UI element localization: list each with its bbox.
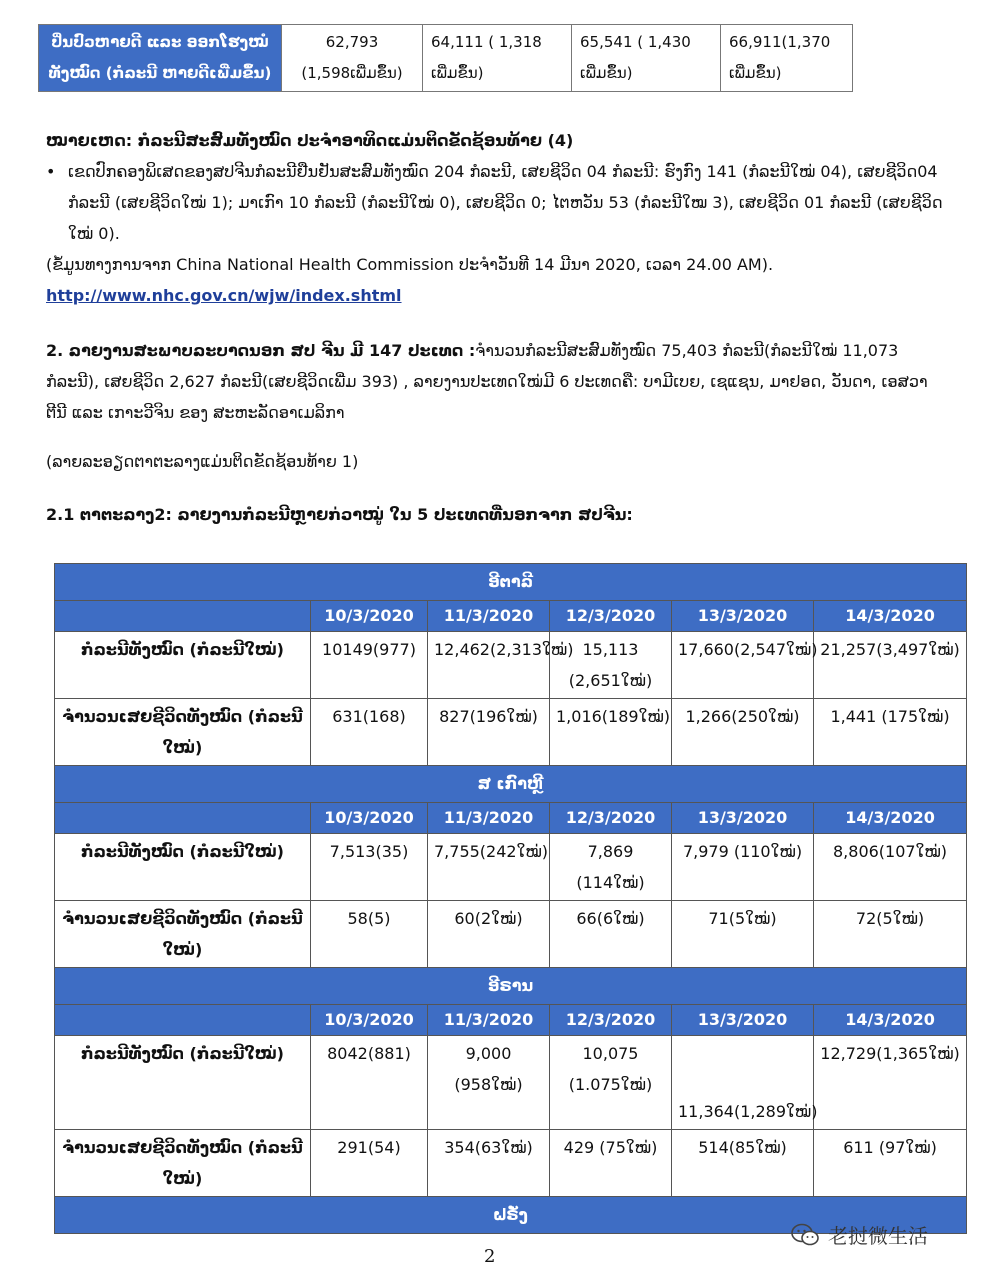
date-header-row (55, 803, 967, 834)
row-label: ກໍລະນີທັງໝົດ (ກໍລະນີໃໝ່) (55, 834, 311, 901)
country-header-row (55, 564, 967, 601)
date-header: 13/3/2020 (672, 1005, 814, 1036)
note-bullet-item (46, 156, 946, 249)
data-cell: 12,462(2,313ໃໝ່) (428, 632, 550, 699)
data-cell: 631(168) (311, 699, 428, 766)
data-cell: 10149(977) (311, 632, 428, 699)
row-label: ຈໍານວນເສຍຊີວິດທັງໝົດ (ກໍລະນີໃໝ່) (55, 1130, 311, 1197)
detail-note: (ລາຍລະອຽດຕາຕະລາງແມ່ນຕິດຂັດຊ້ອນທ້າຍ 1) (46, 452, 359, 471)
data-cell: 11,364(1,289ໃໝ່) (672, 1036, 814, 1130)
page-number: 2 (484, 1246, 496, 1267)
data-cell: 429 (75ໃໝ່) (550, 1130, 672, 1197)
watermark-text: 老挝微生活 (828, 1224, 928, 1248)
note-block (46, 125, 946, 311)
data-cell: 1,441 (175ໃໝ່) (814, 699, 967, 766)
date-header: 11/3/2020 (428, 1005, 550, 1036)
data-cell: 21,257(3,497ໃໝ່) (814, 632, 967, 699)
data-cell: 71(5ໃໝ່) (672, 901, 814, 968)
section-2-heading: 2. ລາຍງານສະພາບລະບາດນອກ ສປ ຈີນ ມີ 147 ປະເທດ : (46, 341, 476, 360)
wechat-icon (790, 1222, 820, 1248)
deaths-row (55, 901, 967, 968)
data-cell: 8,806(107ໃໝ່) (814, 834, 967, 901)
row-label: ກໍລະນີທັງໝົດ (ກໍລະນີໃໝ່) (55, 632, 311, 699)
date-header: 10/3/2020 (311, 803, 428, 834)
data-cell: 611 (97ໃໝ່) (814, 1130, 967, 1197)
note-title: ໝາຍເຫດ: ກໍລະນີສະສົມທັງໝົດ ປະຈໍາອາທິດແມ່ນຕິດຂັດຊ້ອນທ້າຍ (4) (46, 131, 574, 150)
country-name: ສ ເກົາຫຼີ (55, 766, 967, 803)
date-header: 14/3/2020 (814, 1005, 967, 1036)
watermark (790, 1220, 928, 1249)
data-cell: 66(6ໃໝ່) (550, 901, 672, 968)
deaths-row (55, 1130, 967, 1197)
deaths-row (55, 699, 967, 766)
recovered-cell: 66,911(1,370 ເພີ່ມຂຶ້ນ) (721, 25, 853, 92)
data-cell: 10,075 (1.075ໃໝ່) (550, 1036, 672, 1130)
data-cell: 354(63ໃໝ່) (428, 1130, 550, 1197)
recovered-cell: 65,541 ( 1,430 ເພີ່ມຂຶ້ນ) (572, 25, 721, 92)
cases-row (55, 1036, 967, 1130)
data-cell: 17,660(2,547ໃໝ່) (672, 632, 814, 699)
data-cell: 1,016(189ໃໝ່) (550, 699, 672, 766)
date-header: 12/3/2020 (550, 1005, 672, 1036)
date-header-row (55, 601, 967, 632)
country-name: ອີຣານ (55, 968, 967, 1005)
country-name: ອີຕາລີ (55, 564, 967, 601)
date-header-empty (55, 1005, 311, 1036)
recovered-summary-table (38, 24, 853, 92)
note-body: ເຂດປົກຄອງພິເສດຂອງສປຈີນກໍລະນີຢືນຢັນສະສົມທັງໝົດ 204 ກໍລະນີ, ເສຍຊີວິດ 04 ກໍລະນີ: ຮົງກົງ 141 (ກໍລະນີໃໝ່ 04), ເສຍຊີວິດ04 ກໍລະນີ (ເສຍຊີວິດໃໝ່ 1); ມາເກົາ 10 ກໍລະນີ (ກໍລະນີໃໝ່ 0), ເສຍຊີວິດ 0; ໄຕຫວັນ 53 (ກໍລະນີໃໝ 3), ເສຍຊີວິດ 01 ກໍລະນີ (ເສຍຊີວິດໃໝ່ 0). (68, 162, 943, 243)
date-header: 11/3/2020 (428, 803, 550, 834)
date-header: 13/3/2020 (672, 601, 814, 632)
data-cell: 60(2ໃໝ່) (428, 901, 550, 968)
date-header: 11/3/2020 (428, 601, 550, 632)
data-cell: 1,266(250ໃໝ່) (672, 699, 814, 766)
row-label: ກໍລະນີທັງໝົດ (ກໍລະນີໃໝ່) (55, 1036, 311, 1130)
date-header: 12/3/2020 (550, 803, 672, 834)
row-label: ຈໍານວນເສຍຊີວິດທັງໝົດ (ກໍລະນີໃໝ່) (55, 901, 311, 968)
data-cell: 827(196ໃໝ່) (428, 699, 550, 766)
country-name: ຝຣັ່ງ (55, 1197, 967, 1234)
date-header: 10/3/2020 (311, 1005, 428, 1036)
date-header-row (55, 1005, 967, 1036)
data-cell: 58(5) (311, 901, 428, 968)
date-header: 14/3/2020 (814, 601, 967, 632)
date-header: 14/3/2020 (814, 803, 967, 834)
date-header: 13/3/2020 (672, 803, 814, 834)
data-cell: 9,000 (958ໃໝ່) (428, 1036, 550, 1130)
section-2-body: ຈໍານວນກໍລະນີສະສົມທັງໝົດ 75,403 ກໍລະນີ(ກໍລະນີໃໝ່ 11,073 ກໍລະນີ), ເສຍຊີວິດ 2,627 ກໍລະນີ(ເສຍຊີວິດເພີ່ມ 393) , ລາຍງານປະເທດໃໝ່ມີ 6 ປະເທດຄື: ບາມີເບຍ, ເຊແຊນ, ມາຢອດ, ວັນດາ, ເອສວາຕີນີ ແລະ ເກາະວີຈິນ ຂອງ ສະຫະລັດອາເມລິກາ (46, 341, 928, 422)
row-label: ຈໍານວນເສຍຊີວິດທັງໝົດ (ກໍລະນີໃໝ່) (55, 699, 311, 766)
data-cell: 7,979 (110ໃໝ່) (672, 834, 814, 901)
recovered-cell: 62,793 (1,598ເພີ່ມຂຶ້ນ) (282, 25, 423, 92)
date-header-empty (55, 601, 311, 632)
date-header: 12/3/2020 (550, 601, 672, 632)
data-cell: 291(54) (311, 1130, 428, 1197)
recovered-row-label: ປິ່ນປົວຫາຍດີ ແລະ ອອກໂຮງໝໍທັງໝົດ (ກໍລະນີ ຫາຍດີເພີ່ມຂຶ້ນ) (39, 25, 282, 92)
bullet-marker: • (46, 162, 56, 181)
country-header-row (55, 766, 967, 803)
data-cell: 12,729(1,365ໃໝ່) (814, 1036, 967, 1130)
data-cell: 7,755(242ໃໝ່) (428, 834, 550, 901)
data-cell: 7,513(35) (311, 834, 428, 901)
note-source: (ຂໍ້ມູນທາງການຈາກ China National Health Commission ປະຈໍາວັນທີ 14 ມີນາ 2020, ເວລາ 24.00 AM). (46, 255, 774, 274)
data-cell: 72(5ໃໝ່) (814, 901, 967, 968)
data-cell: 514(85ໃໝ່) (672, 1130, 814, 1197)
section-2-1-heading: 2.1 ຕາຕະລາງ2: ລາຍງານກໍລະນີຫຼາຍກ່ວາໝູ່ ໃນ 5 ປະເທດທີ່ນອກຈາກ ສປຈີນ: (46, 505, 633, 524)
recovered-cell: 64,111 ( 1,318 ເພີ່ມຂຶ້ນ) (423, 25, 572, 92)
top-countries-table (54, 563, 967, 1234)
date-header: 10/3/2020 (311, 601, 428, 632)
nhc-link[interactable]: http://www.nhc.gov.cn/wjw/index.shtml (46, 286, 402, 305)
data-cell: 7,869 (114ໃໝ່) (550, 834, 672, 901)
recovered-row (39, 25, 853, 92)
cases-row (55, 632, 967, 699)
date-header-empty (55, 803, 311, 834)
section-2 (46, 335, 946, 428)
data-cell: 15,113 (2,651ໃໝ່) (550, 632, 672, 699)
country-header-row (55, 968, 967, 1005)
cases-row (55, 834, 967, 901)
data-cell: 8042(881) (311, 1036, 428, 1130)
